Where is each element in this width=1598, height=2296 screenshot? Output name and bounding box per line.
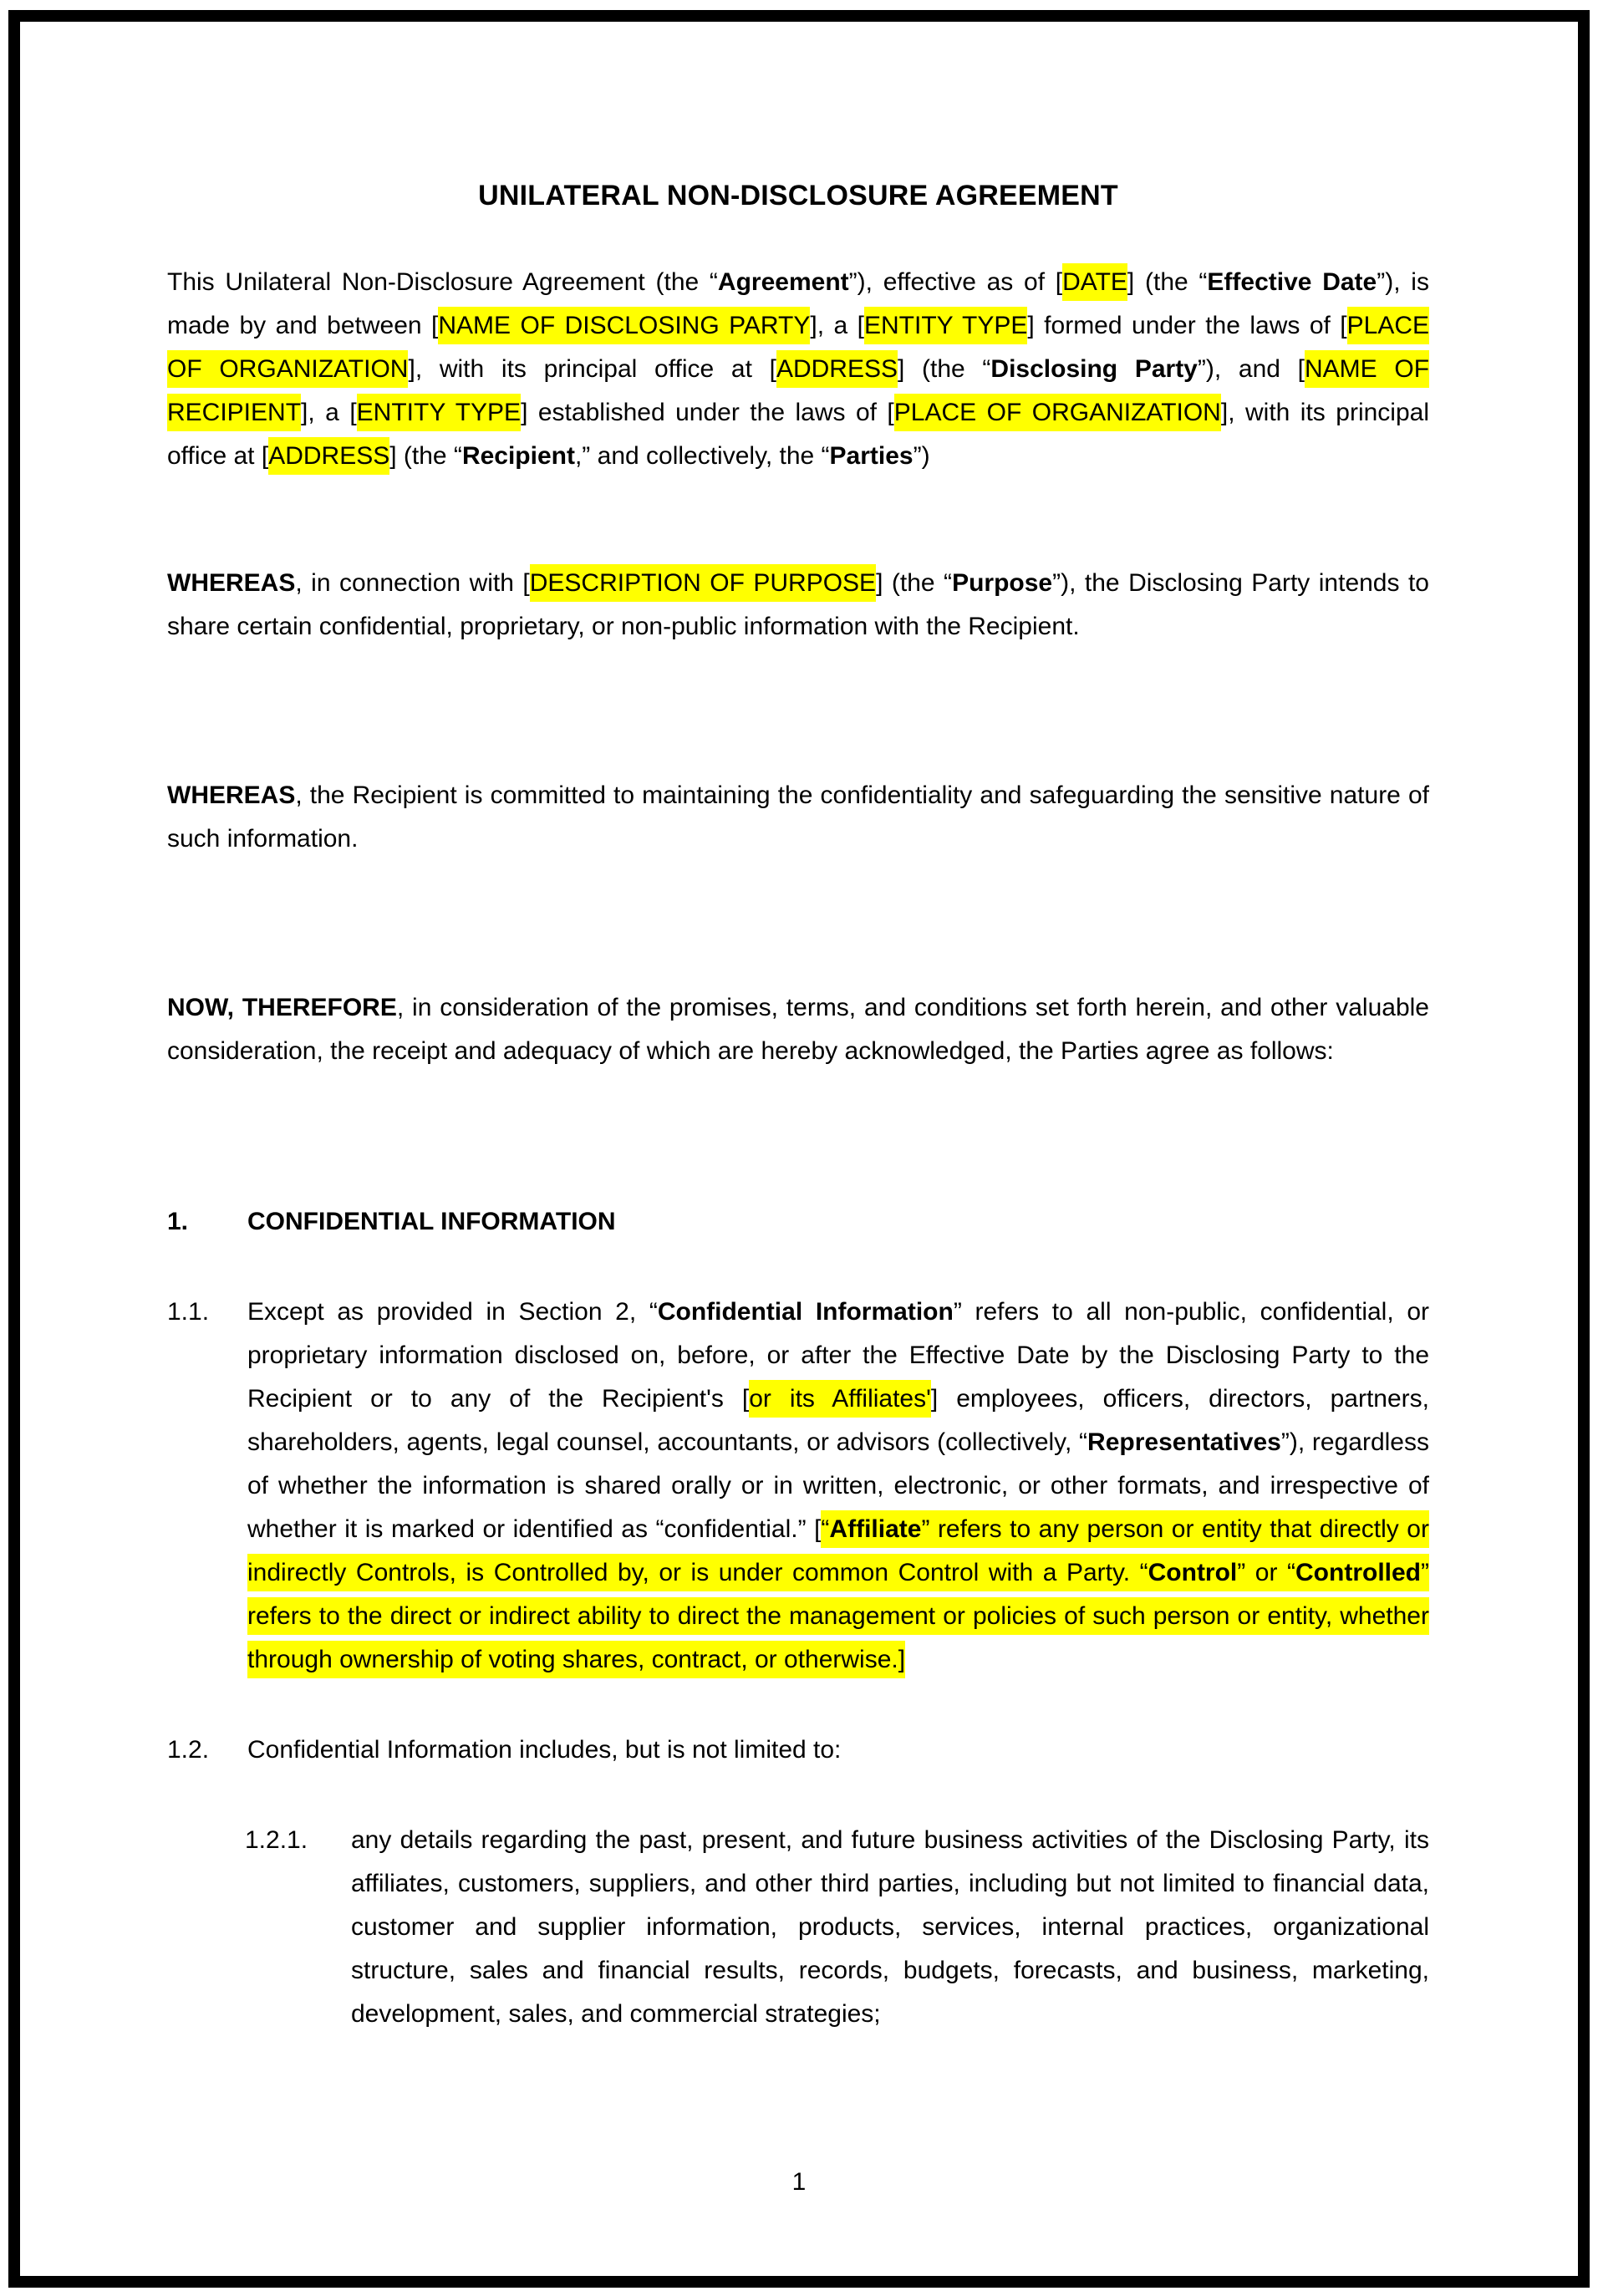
text-run: ] employees, officers, directors, partners, shareholders, agents, legal counsel, accountants, or advisors (collectively, “	[247, 1385, 1429, 1456]
text-run: , in connection with [	[295, 569, 530, 597]
bold-text: WHEREAS	[167, 569, 296, 597]
text-run: ”), the Disclosing Party intends to share certain confidential, proprietary, or non-public information with the Recipient.	[167, 569, 1429, 640]
highlighted-placeholder-text: NAME OF RECIPIENT	[167, 350, 1429, 431]
section-title	[247, 1200, 1429, 1244]
clause-1-2-1	[167, 1819, 1429, 2036]
page-number: 1	[791, 2168, 807, 2196]
highlighted-placeholder-text: ” refers to the direct or indirect ability to direct the management or policies of such person or entity, whether through ownership of voting shares, contract, or otherwise.]	[247, 1554, 1429, 1678]
text-run: ] (the “	[876, 569, 953, 597]
clause-text	[247, 1728, 1429, 1772]
highlighted-placeholder-text: DESCRIPTION OF PURPOSE	[530, 564, 876, 602]
whereas-purpose-paragraph	[167, 562, 1429, 649]
bold-text: Effective Date	[1207, 268, 1377, 296]
highlighted-placeholder-text: ” refers to any person or entity that directly or indirectly Controls, is Controlled by, or is under common Control with a Party. “	[247, 1510, 1429, 1591]
highlighted-placeholder-text: PLACE OF ORGANIZATION	[167, 307, 1429, 388]
clause-1-1	[167, 1291, 1429, 1682]
text-run: ] (the “	[389, 442, 462, 470]
intro-paragraph	[167, 261, 1429, 478]
text-run: any details regarding the past, present, and future business activities of the Disclosing Party, its affiliates, customers, suppliers, and other third parties, including but not limited to financial data, customer and supplier information, products, services, internal practices, organizational structure, sales and financial results, records, budgets, forecasts, and business, marketing, development, sales, and commercial strategies;	[351, 1826, 1429, 2028]
highlighted-placeholder-text: ” or “	[1237, 1554, 1295, 1591]
text-run: Except as provided in Section 2, “	[247, 1298, 658, 1326]
text-run: ”), and [	[1197, 355, 1305, 383]
bold-text: Disclosing Party	[990, 355, 1198, 383]
bold-text: Purpose	[952, 569, 1053, 597]
bold-text: NOW, THEREFORE	[167, 994, 397, 1021]
text-run: ] formed under the laws of [	[1027, 312, 1347, 339]
highlighted-placeholder-text: ADDRESS	[776, 350, 898, 388]
text-run: ” refers to all non-public, confidential, or proprietary information disclosed on, before, or after the Effective Date by the Disclosing Party to the Recipient or to any of the Recipient's [	[247, 1298, 1430, 1413]
highlighted-placeholder-text: ENTITY TYPE	[864, 307, 1027, 344]
section-1-heading	[167, 1200, 1429, 1244]
clause-1-2	[167, 1728, 1429, 1772]
highlighted-placeholder-text: ENTITY TYPE	[357, 394, 521, 431]
text-run: ], a [	[301, 399, 357, 426]
text-run: ,” and collectively, the “	[574, 442, 830, 470]
highlighted-placeholder-text: DATE	[1062, 263, 1127, 301]
bold-text: Recipient	[461, 442, 575, 470]
highlighted-placeholder-text: ADDRESS	[268, 437, 389, 475]
clause-number: 1.2.	[167, 1736, 210, 1764]
text-run: ”), regardless of whether the information is shared orally or in written, electronic, or other formats, and irrespective of whether it is marked or identified as “confidential.” [	[247, 1428, 1429, 1543]
text-run: ”), effective as of [	[848, 268, 1063, 296]
text-run: Confidential Information includes, but is not limited to:	[247, 1736, 842, 1764]
page-border	[8, 10, 1590, 2288]
text-run: ] established under the laws of [	[521, 399, 894, 426]
clause-number: 1.1.	[167, 1298, 210, 1326]
bold-text: Agreement	[717, 268, 849, 296]
bold-text: Parties	[829, 442, 914, 470]
text-run: , in consideration of the promises, terms, and conditions set forth herein, and other valuable consideration, the receipt and adequacy of which are hereby acknowledged, the Parties agree as follows:	[167, 994, 1429, 1065]
text-run: ”), is made by and between [	[167, 268, 1429, 339]
bold-text: WHEREAS	[167, 781, 296, 809]
text-run: ] (the “	[898, 355, 991, 383]
text-run: ], with its principal office at [	[408, 355, 776, 383]
text-run: , the Recipient is committed to maintaining the confidentiality and safeguarding the sensitive nature of such information.	[167, 781, 1429, 853]
highlighted-placeholder-text: “	[821, 1510, 829, 1548]
text-run: ], with its principal office at [	[167, 399, 1429, 470]
highlighted-bold-text: Affiliate	[829, 1510, 921, 1548]
whereas-commitment-paragraph	[167, 774, 1429, 861]
clause-number: 1.2.1.	[245, 1826, 308, 1854]
highlighted-bold-text: Controlled	[1295, 1554, 1421, 1591]
highlighted-placeholder-text: or its Affiliates'	[749, 1380, 931, 1418]
section-number: 1.	[167, 1208, 189, 1235]
highlighted-placeholder-text: NAME OF DISCLOSING PARTY	[438, 307, 810, 344]
text-run: ] (the “	[1127, 268, 1208, 296]
text-run: ], a [	[810, 312, 864, 339]
bold-text: CONFIDENTIAL INFORMATION	[247, 1208, 616, 1235]
highlighted-bold-text: Control	[1148, 1554, 1238, 1591]
text-run: This Unilateral Non-Disclosure Agreement (the “	[167, 268, 718, 296]
clause-text	[247, 1291, 1429, 1682]
highlighted-placeholder-text: PLACE OF ORGANIZATION	[894, 394, 1221, 431]
bold-text: Confidential Information	[657, 1298, 954, 1326]
document-title: UNILATERAL NON-DISCLOSURE AGREEMENT	[478, 180, 1118, 211]
clause-text	[351, 1819, 1429, 2036]
now-therefore-paragraph	[167, 986, 1429, 1073]
text-run: ”)	[913, 442, 930, 470]
bold-text: Representatives	[1087, 1428, 1281, 1456]
page-content	[20, 22, 1578, 2276]
